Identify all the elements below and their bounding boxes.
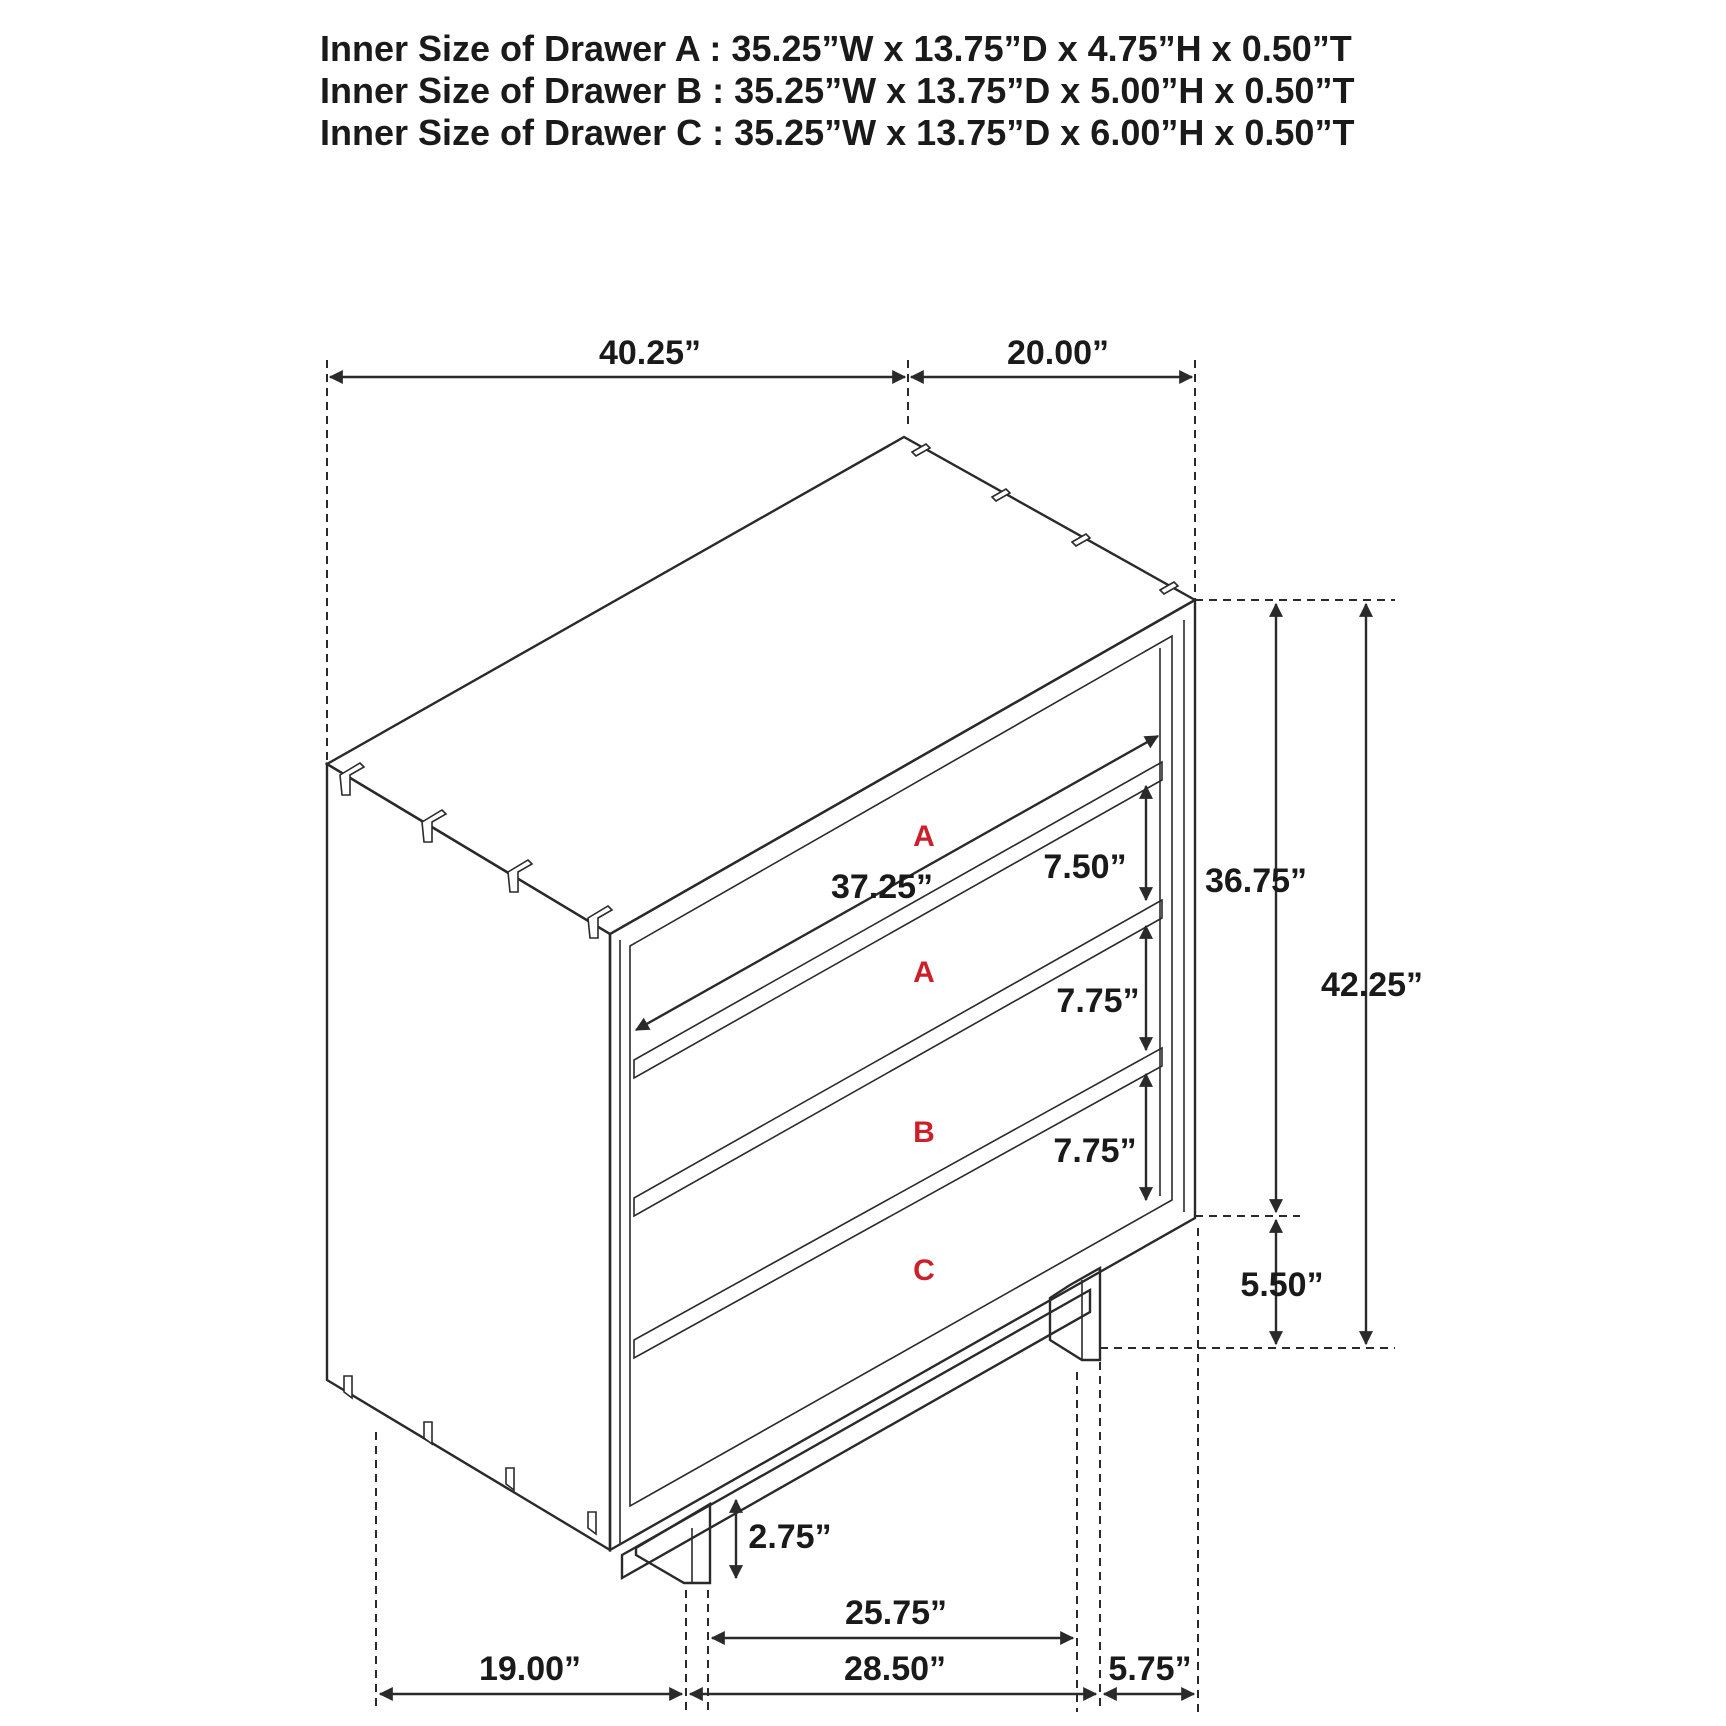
base-height-label: 5.50”: [1240, 1266, 1324, 1304]
drawer-b-height-label: 7.75”: [1053, 1132, 1137, 1170]
overall-depth-label: 20.00”: [1006, 334, 1110, 372]
front-left-leg: [636, 1504, 710, 1583]
drawer-label-a1: A: [913, 820, 935, 853]
side-depth-label: 19.00”: [478, 1650, 582, 1688]
leg-height-label: 2.75”: [748, 1518, 832, 1556]
drawer-c-spec: Inner Size of Drawer C : 35.25”W x 13.75”D x 6.00”H x 0.50”T: [320, 112, 1355, 153]
dresser-legs: [636, 1268, 1100, 1583]
front-frame: [610, 600, 1195, 1550]
drawer-opening-width-label: 37.25”: [830, 868, 934, 906]
leg-outer-span-label: 28.50”: [843, 1650, 947, 1688]
leg-offset-label: 5.75”: [1108, 1650, 1192, 1688]
drawer-a-spec: Inner Size of Drawer A : 35.25”W x 13.75”D x 4.75”H x 0.50”T: [320, 28, 1352, 69]
dresser-side-panel: [327, 764, 610, 1550]
drawer-label-a2: A: [913, 956, 935, 989]
drawer-divider-3: [634, 1048, 1162, 1358]
leg-inner-span-label: 25.75”: [844, 1594, 948, 1632]
drawer-divider-1: [634, 762, 1162, 1078]
drawer-label-b: B: [913, 1116, 935, 1149]
overall-width-label: 40.25”: [598, 334, 702, 372]
front-right-leg: [1050, 1268, 1100, 1360]
drawer-label-c: C: [913, 1254, 935, 1287]
drawer-a1-height-label: 7.50”: [1043, 848, 1127, 886]
overall-height-label: 42.25”: [1320, 966, 1424, 1004]
drawer-b-spec: Inner Size of Drawer B : 35.25”W x 13.75”D x 5.00”H x 0.50”T: [320, 70, 1355, 111]
drawer-a2-height-label: 7.75”: [1056, 982, 1140, 1020]
case-height-label: 36.75”: [1204, 862, 1308, 900]
